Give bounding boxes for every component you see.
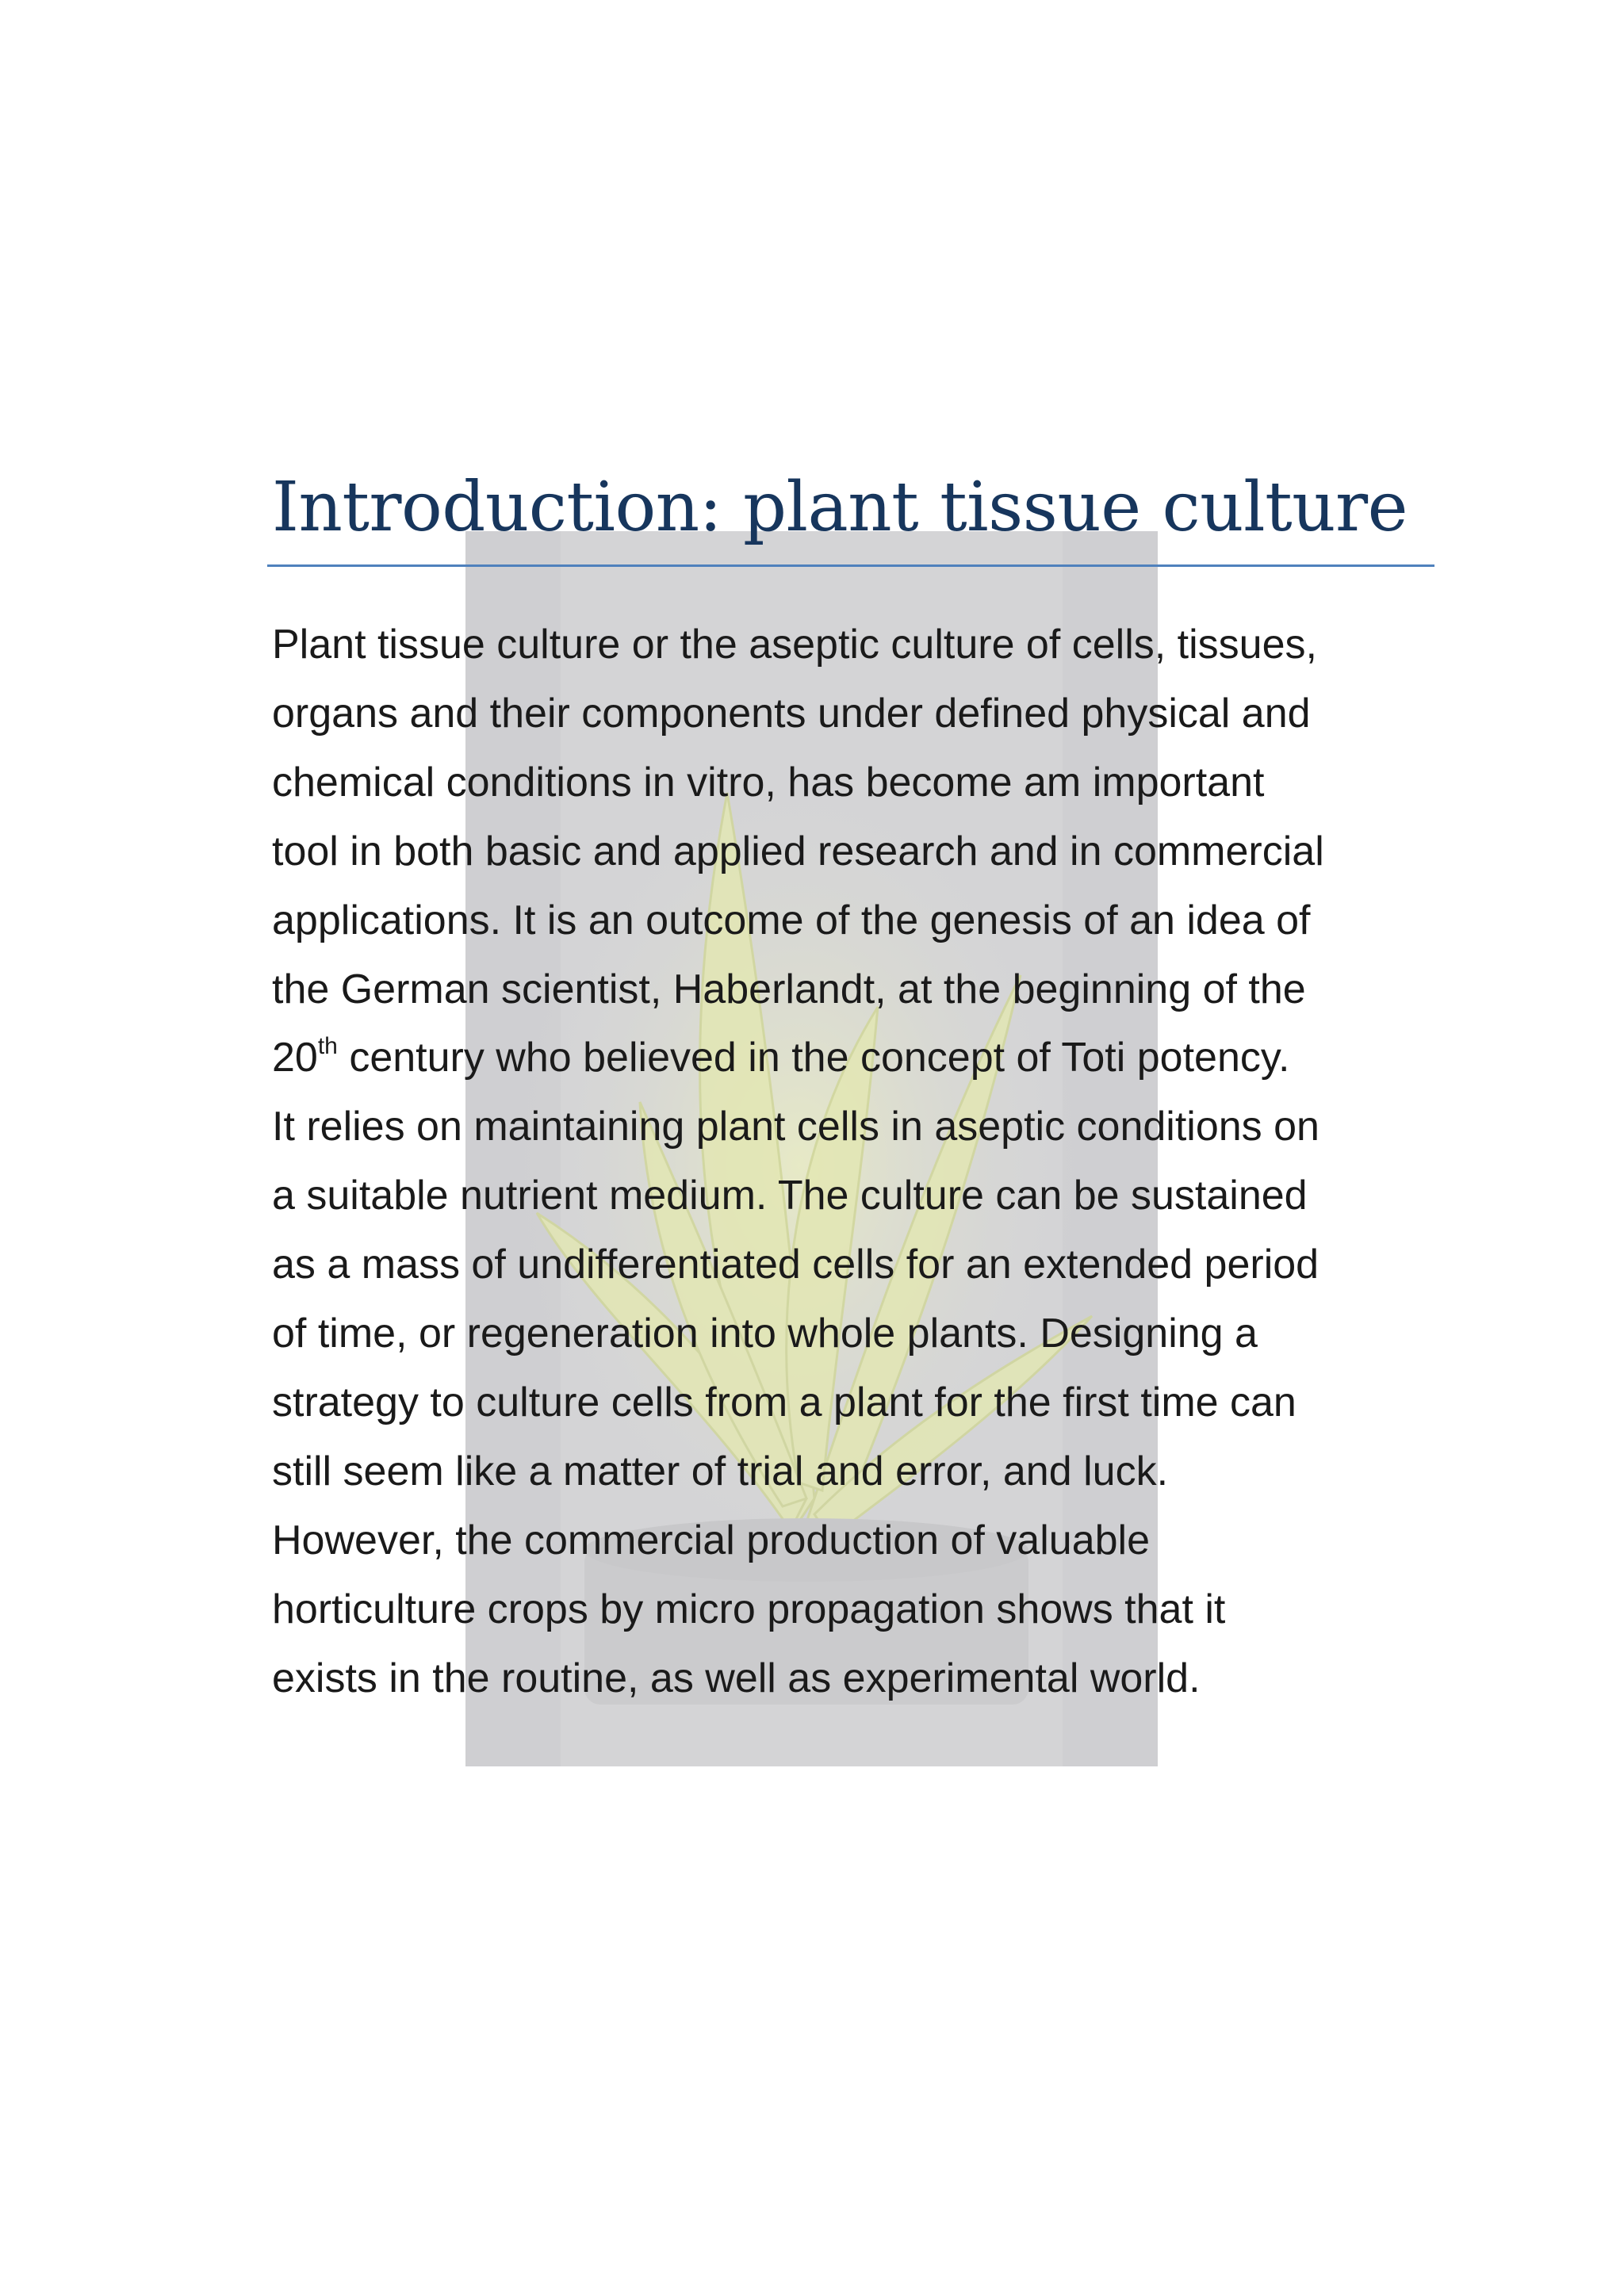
paragraph-line: still seem like a matter of trial and error, and luck. xyxy=(272,1448,1169,1494)
paragraph-line: tool in both basic and applied research and in commercial xyxy=(272,828,1324,874)
paragraph-line: exists in the routine, as well as experimental world. xyxy=(272,1655,1201,1701)
paragraph-line: organs and their components under defined physical and xyxy=(272,690,1311,737)
paragraph-line: applications. It is an outcome of the genesis of an idea of xyxy=(272,897,1311,943)
paragraph-line-with-superscript xyxy=(272,1024,1438,1093)
paragraph-line: horticulture crops by micro propagation shows that it xyxy=(272,1586,1226,1632)
century-number: 20 xyxy=(272,1035,318,1081)
century-sentence: century who believed in the concept of Toti potency. xyxy=(337,1035,1290,1081)
paragraph-line: However, the commercial production of valuable xyxy=(272,1517,1151,1563)
title-underline xyxy=(267,564,1434,567)
paragraph-line: It relies on maintaining plant cells in aseptic conditions on xyxy=(272,1104,1320,1150)
intro-paragraph xyxy=(272,610,1438,1713)
paragraph-line: chemical conditions in vitro, has become am important xyxy=(272,759,1265,806)
paragraph-line: the German scientist, Haberlandt, at the beginning of the xyxy=(272,966,1306,1012)
paragraph-line: strategy to culture cells from a plant for the first time can xyxy=(272,1379,1297,1425)
page-title: Introduction: plant tissue culture xyxy=(272,468,1408,547)
paragraph-line: Plant tissue culture or the aseptic culture of cells, tissues, xyxy=(272,622,1317,668)
paragraph-line: of time, or regeneration into whole plants. Designing a xyxy=(272,1311,1258,1357)
paragraph-line: as a mass of undifferentiated cells for an extended period xyxy=(272,1242,1320,1288)
paragraph-line: a suitable nutrient medium. The culture can be sustained xyxy=(272,1173,1308,1219)
ordinal-superscript: th xyxy=(317,1033,338,1060)
